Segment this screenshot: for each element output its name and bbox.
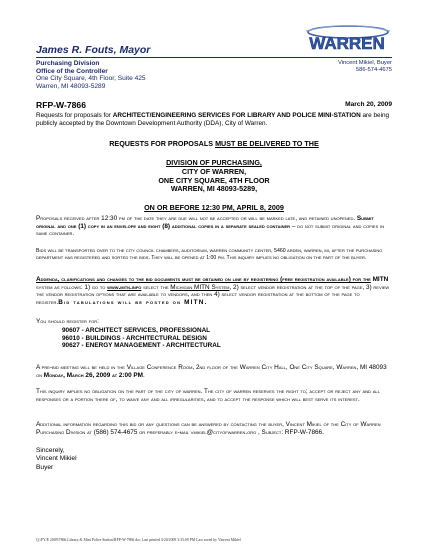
list-item: 90607 - ARCHITECT SERVICES, PROFESSIONAL bbox=[62, 327, 211, 334]
closing bbox=[36, 447, 392, 472]
mitn-link[interactable]: www.mitn.info bbox=[107, 283, 142, 291]
purchasing-address bbox=[36, 60, 146, 90]
file-path-footer: Q:\FY/E 2009\7866 Library & Mini Police Station\RFP-W-7866.doc Last printed 3/20/2009 3:35:00 PM Last saved by Vincent Mikiel bbox=[36, 538, 241, 542]
buyer-contact bbox=[338, 60, 392, 74]
bids-note: Bids will be transported over to the city council chambers, auditorium, warren community center, 5460 arden, warren, mi, after the purchasing department has registered and sorted the bids. They will be opened at 1:00 pm. This inquiry implies no obligation on the part of the buyer. bbox=[36, 248, 383, 261]
delivery-address: DIVISION OF PURCHASING, CITY OF WARREN, ONE CITY SQUARE, 4TH FLOOR WARREN, MI 48093-5289, bbox=[158, 158, 270, 194]
logo-text: WARREN bbox=[309, 34, 385, 53]
buyer-line: Vincent Mikiel, Buyer bbox=[337, 60, 392, 66]
delivery-heading: REQUESTS FOR PROPOSALS MUST BE DELIVERED TO THE bbox=[109, 139, 319, 148]
rfp-number: RFP-W-7866 bbox=[36, 100, 86, 110]
mayor-name: James R. Fouts, Mayor bbox=[36, 44, 151, 56]
buyer-phone: 586-574-4675 bbox=[355, 67, 392, 74]
addenda-paragraph: Addenda, clarifications and changes to the bid documents must be obtained on line by registering (free registration available) for the MITN system as follows: 1) go to www.mitn.info select the Michigan MITN System, 2) select vendor registration at the top of the page, 3) review the vendor registration options that are available to vendors, and then 4) select vendor registration at the bottom of the page to register.Bid tabulations will be posted on MITN. bbox=[36, 276, 390, 306]
proposals-paragraph: Proposals received after 12:30 pm of the date they are due will not be accepted or will be marked late, and retained unopened. Submit original and one (1) copy in an envelope and eight (8) additional copies in a separate sealed container – do not submit original and copies in same container. bbox=[36, 215, 385, 238]
pre-bid-meeting: A pre-bid meeting will be held in the Village Conference Room, 2nd floor of the Warren City Hall, One City Square, Warren, MI 48093 on Monday, March 26, 2009 at 2:00 PM. bbox=[36, 364, 387, 379]
header-rule bbox=[36, 57, 392, 58]
list-item: 90627 - ENERGY MANAGEMENT - ARCHITECTURAL bbox=[62, 342, 221, 350]
office-name: Office of the Controller bbox=[36, 67, 108, 75]
contact-paragraph: Additional information regarding this bid or any questions can be answered by contacting the buyer, Vincent Mikiel of the City of Warren Purchasing Division at (586) 574-4675 or preferably e-mail vmikiel@cityofwarren.org , Subject: RFP-W-7866. bbox=[36, 421, 381, 436]
closing-salutation: Sincerely, bbox=[36, 447, 65, 454]
warren-logo bbox=[292, 22, 402, 56]
city-address: Warren, MI 48093-5289 bbox=[36, 82, 106, 90]
deadline: ON OR BEFORE 12:30 PM, APRIL 8, 2009 bbox=[144, 203, 284, 212]
signer-title: Buyer bbox=[36, 463, 54, 471]
rfp-date: March 20, 2009 bbox=[345, 101, 392, 108]
register-heading: You should register for: bbox=[36, 318, 99, 325]
intro-paragraph: Requests for proposals for ARCHITECT/ENGINEERING SERVICES FOR LIBRARY AND POLICE MINI-STATION are being publicly accepted by the Downtown Development Authority (DDA), City of Warren. bbox=[36, 112, 390, 127]
division-name: Purchasing Division bbox=[36, 60, 100, 67]
list-item: 96010 - BUILDINGS - ARCHITECTURAL DESIGN bbox=[62, 334, 207, 342]
inquiry-paragraph: This inquiry implies no obligation on the part of the city of warren. The city of warren reserves the right to; accept or reject any and all responses or a portion there of, to waive any and all irregularities, and to accept the response which will best serve its interest. bbox=[36, 388, 380, 403]
commodity-list bbox=[62, 327, 221, 350]
signer-name: Vincent Mikiel bbox=[36, 455, 77, 463]
street-address: One City Square, 4th Floor, Suite 425 bbox=[36, 75, 146, 83]
